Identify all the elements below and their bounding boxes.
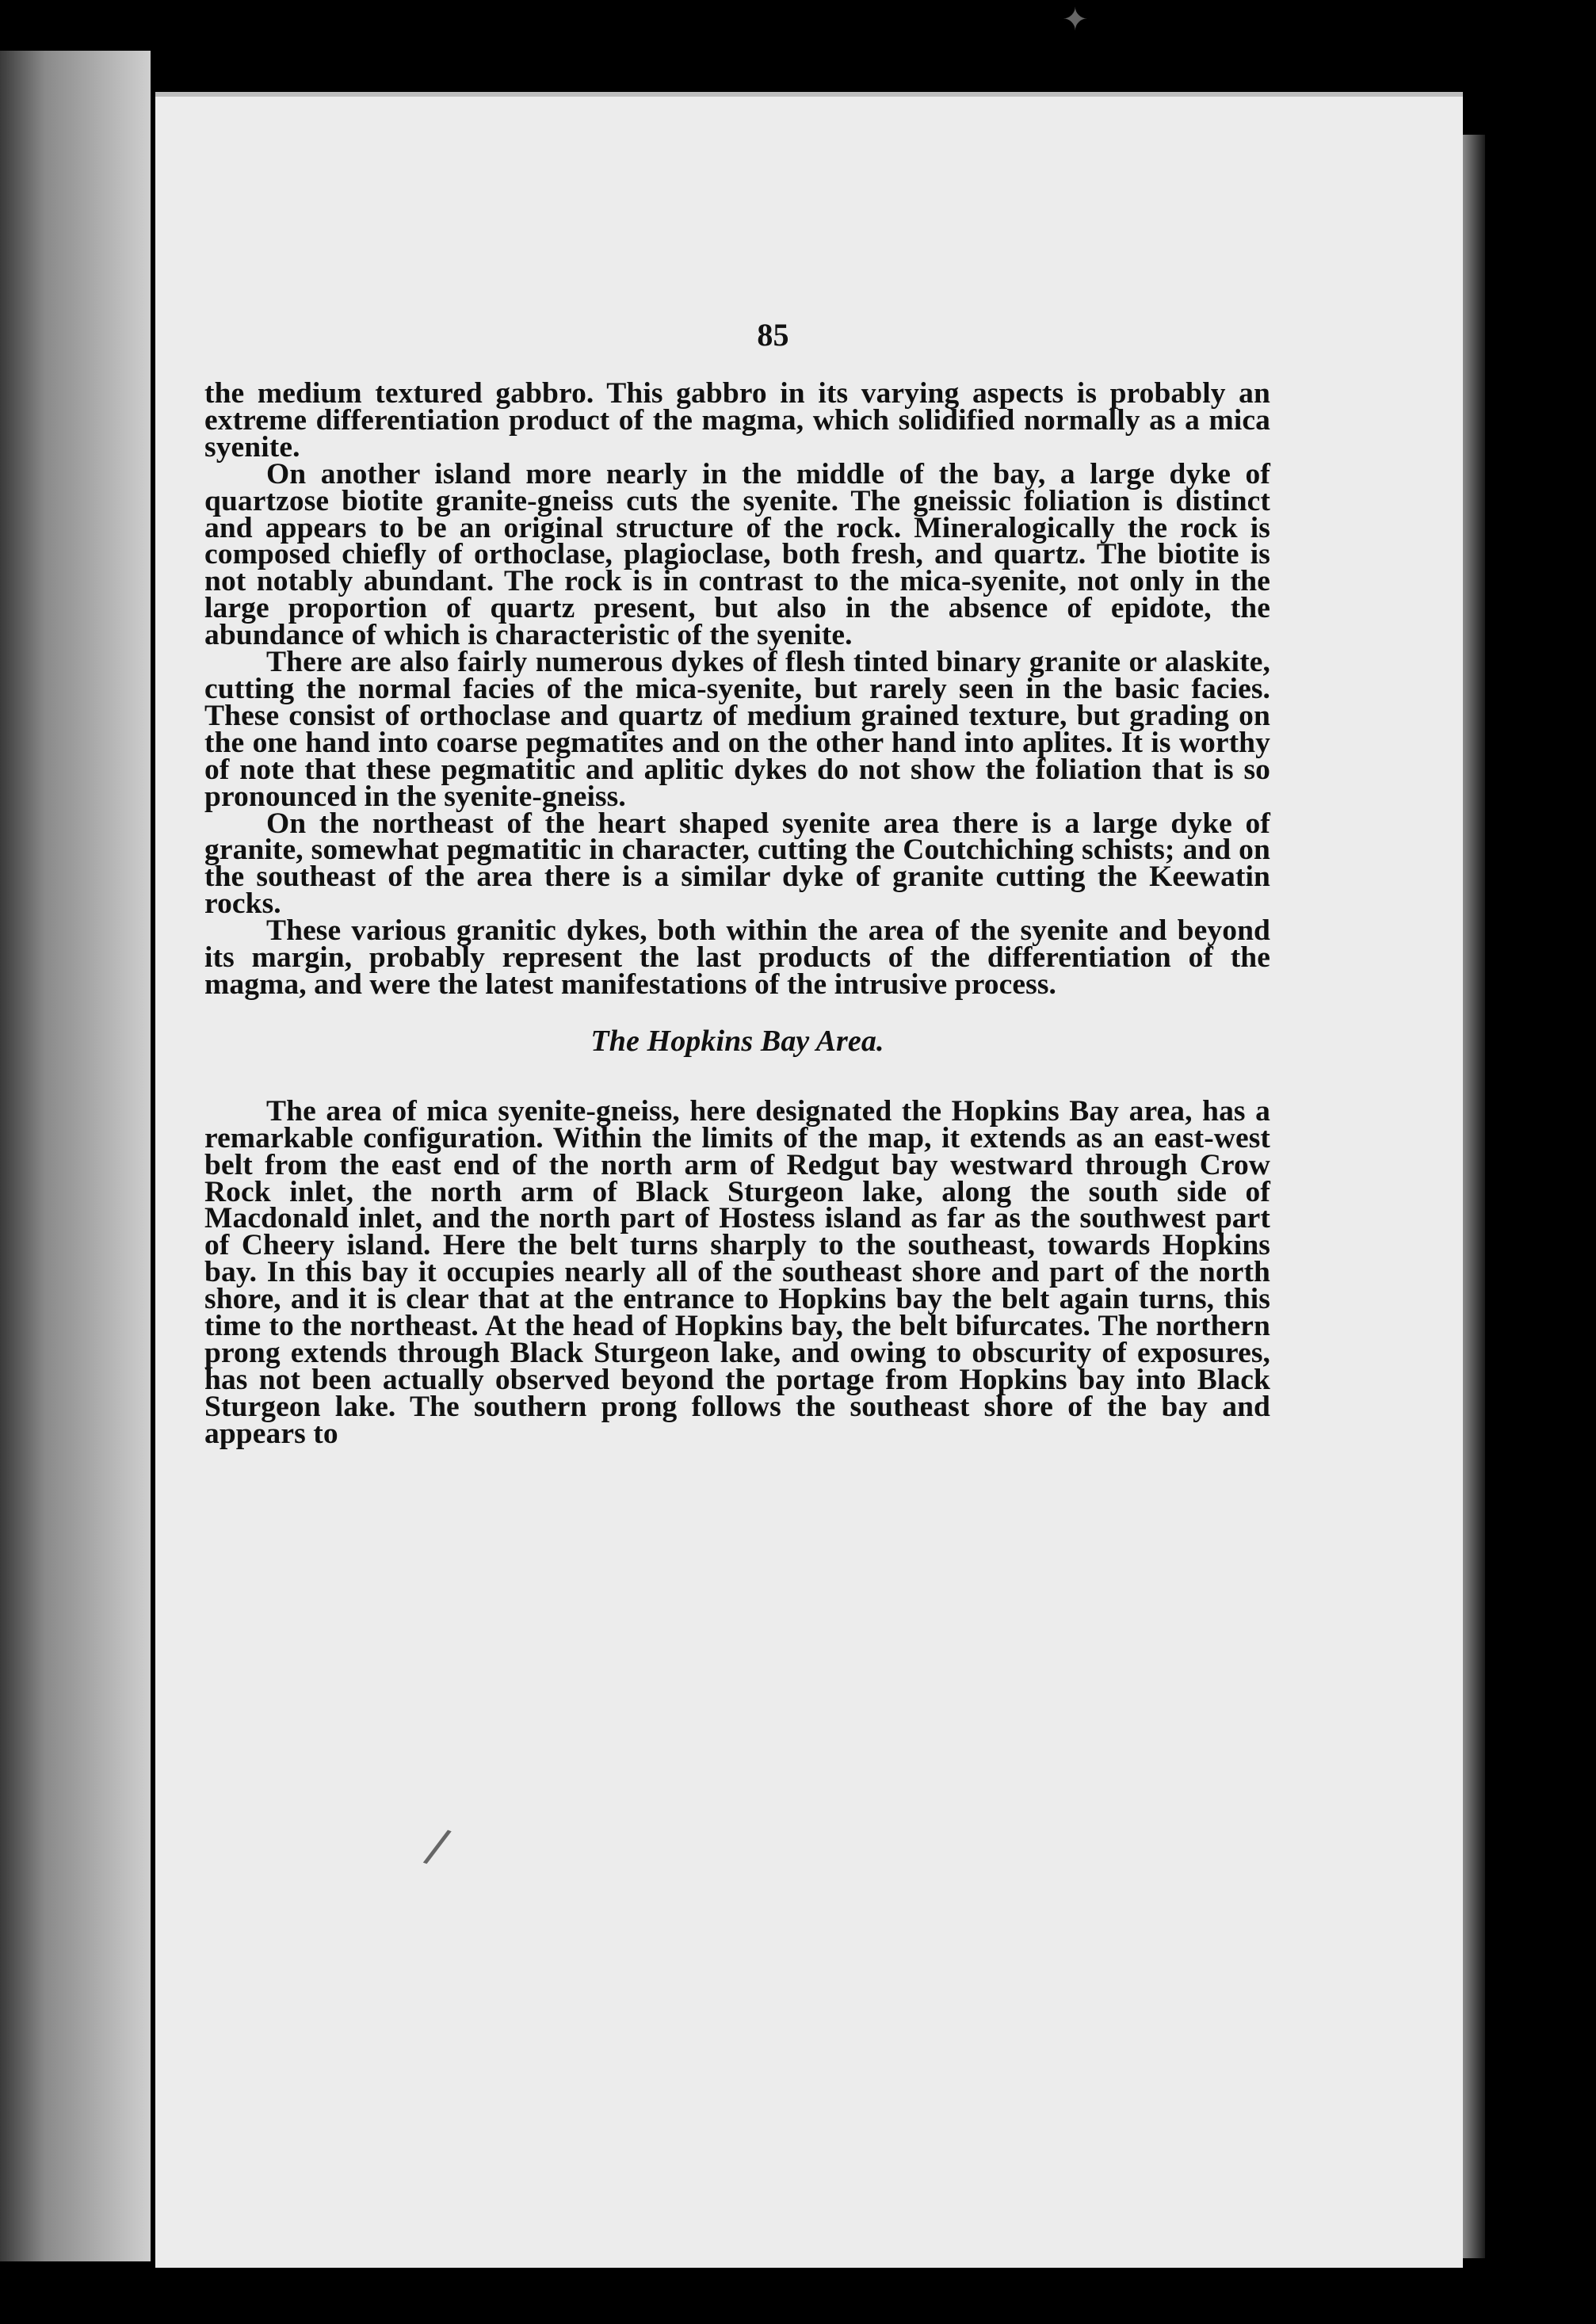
page-text-block [204, 319, 1270, 1448]
paragraph: On another island more nearly in the middle of the bay, a large dyke of quartzose biotite granite-gneiss cuts the syenite. The gneissic foliation is distinct and appears to be an original structure of the rock. Mineralogically the rock is composed chiefly of orthoclase, plagioclase, both fresh, and quartz. The biotite is not notably abundant. The rock is in contrast to the mica-syenite, not only in the large proportion of quartz present, but also in the absence of epidote, the abundance of which is characteristic of the syenite. [204, 457, 1270, 652]
left-page-edge [0, 51, 151, 2261]
top-paragraphs [204, 377, 1270, 1001]
bottom-paragraphs [204, 1094, 1270, 1450]
paragraph: These various granitic dykes, both within the area of the syenite and beyond its margin, probably represent the last products of the differentiation of the magma, and were the latest manifestations of the intrusive process. [204, 914, 1270, 1001]
page-right-shadow [1463, 135, 1485, 2258]
section-heading: The Hopkins Bay Area. [590, 1024, 884, 1058]
scan-speck-mark: ✦ [1062, 2, 1089, 38]
paragraph: There are also fairly numerous dykes of flesh tinted binary granite or alaskite, cutting the normal facies of the mica-syenite, but rarely seen in the basic facies. These consist of orthoclase and quartz of medium grained texture, but grading on the one hand into coarse pegmatites and on the other hand into aplites. It is worthy of note that these pegmatitic and aplitic dykes do not show the foliation that is so pronounced in the syenite-gneiss. [204, 646, 1270, 813]
page-number: 85 [757, 317, 789, 353]
paragraph: On the northeast of the heart shaped syenite area there is a large dyke of granite, somewhat pegmatitic in character, cutting the Coutchiching schists; and on the southeast of the area there is a similar dyke of granite cutting the Keewatin rocks. [204, 807, 1270, 921]
paragraph: The area of mica syenite-gneiss, here designated the Hopkins Bay area, has a remarkable configuration. Within the limits of the map, it extends as an east-west belt from the east end of the north arm of Redgut bay westward through Crow Rock inlet, the north arm of Black Sturgeon lake, along the south side of Macdonald inlet, and the north part of Hostess island as far as the southwest part of Cheery island. Here the belt turns sharply to the southeast, towards Hopkins bay. In this bay it occupies nearly all of the southeast shore and part of the north shore, and it is clear that at the entrance to Hopkins bay the belt again turns, this time to the northeast. At the head of Hopkins bay, the belt bifurcates. The northern prong extends through Black Sturgeon lake, and owing to obscurity of exposures, has not been actually observed beyond the portage from Hopkins bay into Black Sturgeon lake. The southern prong follows the southeast shore of the bay and appears to [204, 1094, 1270, 1450]
scan-stray-stroke: / [420, 1817, 455, 1876]
paragraph: the medium textured gabbro. This gabbro in its varying aspects is probably an extreme differentiation product of the magma, which solidified normally as a mica syenite. [204, 377, 1270, 464]
